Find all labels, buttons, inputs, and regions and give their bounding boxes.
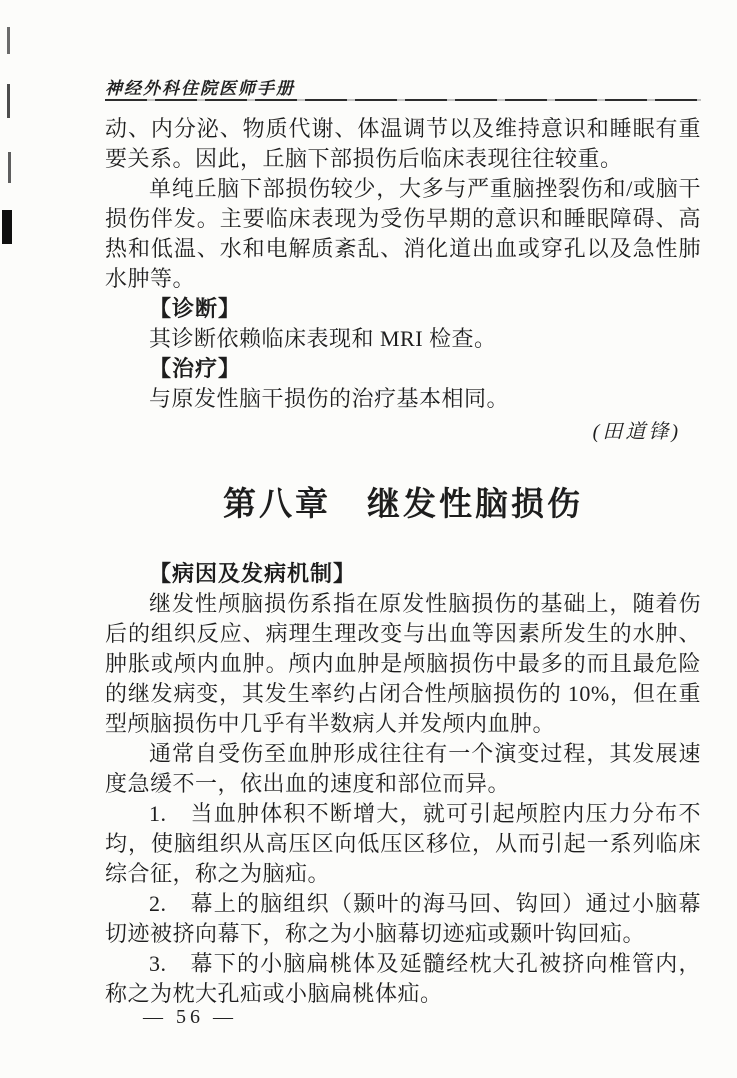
paragraph-item-1-brain-herniation: 1. 当血肿体积不断增大，就可引起颅腔内压力分布不均，使脑组织从高压区向低压区移位，从而引起一系列临床综合征，称之为脑疝。 <box>105 801 701 886</box>
section-heading-treatment: 【治疗】 <box>149 356 242 381</box>
paragraph-item-3-tonsillar-herniation: 3. 幕下的小脑扁桃体及延髓经枕大孔被挤向椎管内，称之为枕大孔疝或小脑扁桃体疝。 <box>105 951 701 1006</box>
chapter-title: 第八章 继发性脑损伤 <box>223 487 583 523</box>
section-heading-etiology: 【病因及发病机制】 <box>149 561 357 586</box>
paragraph-treatment: 与原发性脑干损伤的治疗基本相同。 <box>149 386 510 411</box>
paragraph-item-2-tentorial-herniation: 2. 幕上的脑组织（颞叶的海马回、钩回）通过小脑幕切迹被挤向幕下，称之为小脑幕切迹疝或颞叶钩回疝。 <box>105 891 701 946</box>
section-heading-diagnosis: 【诊断】 <box>149 296 242 321</box>
scan-binding-artifact <box>7 84 10 118</box>
chapter-body <box>105 559 701 1009</box>
scan-binding-artifact <box>2 210 12 244</box>
author-attribution: (田道锋) <box>592 421 681 443</box>
page-content <box>105 74 701 1009</box>
paragraph-continuation: 动、内分泌、物质代谢、体温调节以及维持意识和睡眠有重要关系。因此，丘脑下部损伤后临床表现往往较重。 <box>105 116 701 171</box>
scan-binding-artifact <box>7 27 10 54</box>
paragraph-secondary-injury-definition: 继发性颅脑损伤系指在原发性脑损伤的基础上，随着伤后的组织反应、病理生理改变与出血等因素所发生的水肿、肿胀或颅内血肿。颅内血肿是颅脑损伤中最多的而且最危险的继发病变，其发生率约占闭合性颅脑损伤的 10%，但在重型颅脑损伤中几乎有半数病人并发颅内血肿。 <box>105 591 701 736</box>
paragraph-hypothalamus-injury: 单纯丘脑下部损伤较少，大多与严重脑挫裂伤和/或脑干损伤伴发。主要临床表现为受伤早期的意识和睡眠障碍、高热和低温、水和电解质紊乱、消化道出血或穿孔以及急性肺水肿等。 <box>105 176 701 291</box>
running-header <box>105 74 701 101</box>
page-number: — 56 — <box>143 1006 237 1028</box>
paragraph-diagnosis: 其诊断依赖临床表现和 MRI 检查。 <box>149 326 497 351</box>
running-header-title: 神经外科住院医师手册 <box>105 79 295 98</box>
paragraph-hematoma-evolution: 通常自受伤至血肿形成往往有一个演变过程，其发展速度急缓不一，依出血的速度和部位而异。 <box>105 741 701 796</box>
scan-binding-artifact <box>8 152 11 183</box>
